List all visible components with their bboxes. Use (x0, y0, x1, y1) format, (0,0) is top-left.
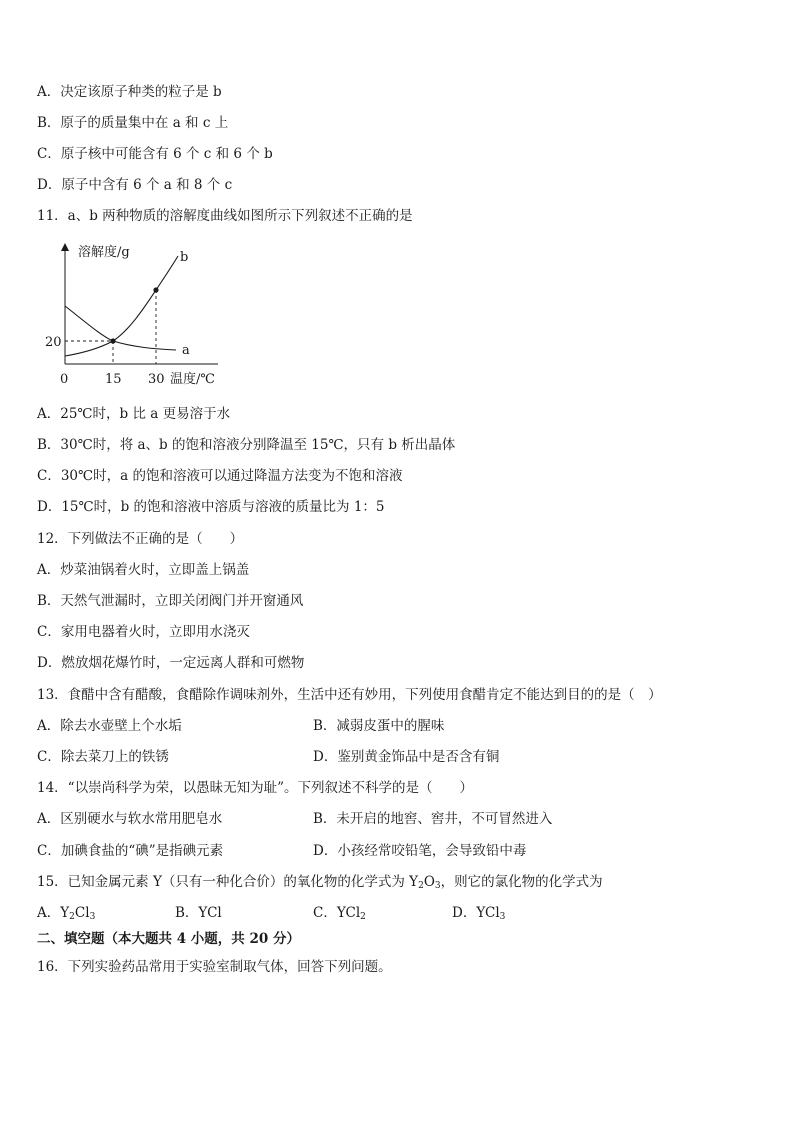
q13-stem: 13．食醋中含有醋酸，食醋除作调味剂外，生活中还有妙用，下列使用食醋肯定不能达到目的的是（ ） (37, 687, 662, 703)
curve-b-label: b (180, 250, 189, 265)
q11-option-a: A．25℃时，b 比 a 更易溶于水 (37, 406, 231, 422)
q12-option-d: D．燃放烟花爆竹时，一定远离人群和可燃物 (37, 655, 305, 671)
q15-option-d: D．YCl$_3$ (452, 905, 506, 922)
q11-option-c: C．30℃时，a 的饱和溶液可以通过降温方法变为不饱和溶液 (37, 468, 403, 484)
q11-stem: 11．a、b 两种物质的溶解度曲线如图所示下列叙述不正确的是 (37, 208, 413, 224)
point-b-30 (153, 287, 158, 292)
section-heading: 二、填空题（本大题共 4 小题，共 20 分） (37, 931, 300, 947)
q14-stem: 14．“以崇尚科学为荣，以愚昧无知为耻”。下列叙述不科学的是（ ） (37, 780, 473, 796)
q16-stem: 16．下列实验药品常用于实验室制取气体，回答下列问题。 (37, 959, 392, 975)
q13-option-d: D．鉴别黄金饰品中是否含有铜 (313, 749, 500, 765)
q13-option-b: B．减弱皮蛋中的腥味 (313, 718, 445, 734)
q10-option-c: C．原子核中可能含有 6 个 c 和 6 个 b (37, 146, 273, 162)
solubility-curve-graph (38, 240, 228, 390)
y-tick-20: 20 (45, 335, 62, 350)
q14-option-c: C．加碘食盐的“碘”是指碘元素 (37, 843, 224, 859)
q15-option-a: A．$Y_2Cl_3$ (37, 905, 96, 922)
q15-stem: 15．已知金属元素 Y（只有一种化合价）的氧化物的化学式为 $Y_2O_3$，则它的氯化物的化学式为 (37, 874, 603, 891)
q11-option-d: D．15℃时，b 的饱和溶液中溶质与溶液的质量比为 1：5 (37, 499, 385, 515)
curve-a-label: a (182, 343, 190, 358)
q14-option-a: A．区别硬水与软水常用肥皂水 (37, 811, 223, 827)
x-tick-15: 15 (105, 372, 122, 387)
origin-label: 0 (60, 372, 69, 387)
x-axis-label: 温度/℃ (170, 372, 215, 387)
q13-option-c: C．除去菜刀上的铁锈 (37, 749, 169, 765)
q12-stem: 12．下列做法不正确的是（ ） (37, 531, 244, 547)
q13-option-a: A．除去水壶壁上个水垢 (37, 718, 182, 734)
q12-option-b: B．天然气泄漏时，立即关闭阀门并开窗通风 (37, 593, 304, 609)
q15-option-c: C．YCl$_2$ (313, 905, 366, 922)
q14-option-b: B．未开启的地窖、窖井，不可冒然进入 (313, 811, 553, 827)
q10-option-a: A．决定该原子种类的粒子是 b (37, 84, 222, 100)
curve-a (65, 306, 176, 350)
q15-option-b: B．YCl (175, 905, 222, 921)
q14-option-d: D．小孩经常咬铅笔，会导致铅中毒 (313, 843, 527, 859)
x-tick-30: 30 (148, 372, 165, 387)
intersection-point (110, 338, 115, 343)
q11-option-b: B．30℃时，将 a、b 的饱和溶液分别降温至 15℃，只有 b 析出晶体 (37, 437, 456, 453)
q12-option-c: C．家用电器着火时，立即用水浇灭 (37, 624, 250, 640)
curve-b (65, 256, 178, 356)
y-axis-label: 溶解度/g (78, 245, 130, 260)
q10-option-d: D．原子中含有 6 个 a 和 8 个 c (37, 177, 233, 193)
q12-option-a: A．炒菜油锅着火时，立即盖上锅盖 (37, 562, 250, 578)
q10-option-b: B．原子的质量集中在 a 和 c 上 (37, 115, 229, 131)
